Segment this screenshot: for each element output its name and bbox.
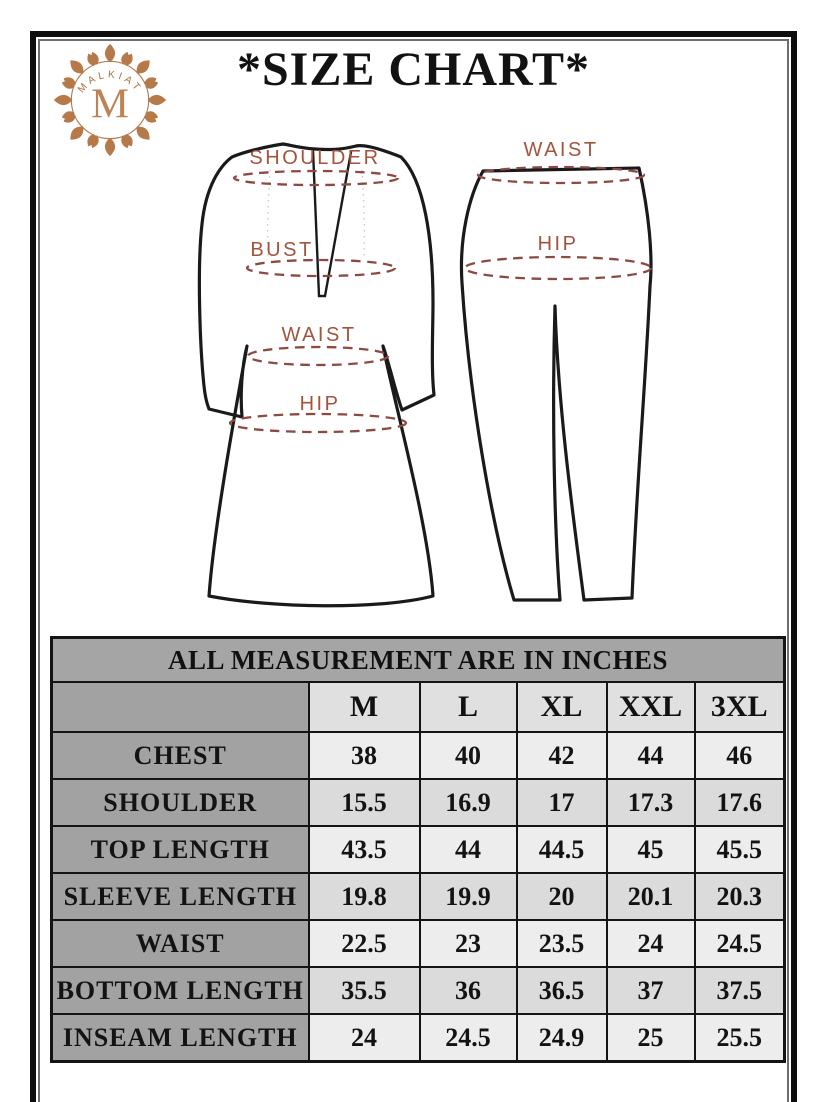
value-cell: 22.5 xyxy=(309,920,420,967)
value-cell: 40 xyxy=(420,732,517,779)
value-cell: 20.1 xyxy=(607,873,695,920)
kurti-hip-label: HIP xyxy=(299,393,341,415)
value-cell: 36 xyxy=(420,967,517,1014)
table-row-bottom-length xyxy=(52,967,785,1014)
value-cell: 24.5 xyxy=(420,1014,517,1062)
row-label: TOP LENGTH xyxy=(52,826,309,873)
value-cell: 25.5 xyxy=(695,1014,785,1062)
value-cell: 15.5 xyxy=(309,779,420,826)
garment-diagram-svg xyxy=(190,138,670,634)
table-caption: ALL MEASUREMENT ARE IN INCHES xyxy=(52,638,785,683)
value-cell: 20.3 xyxy=(695,873,785,920)
value-cell: 25 xyxy=(607,1014,695,1062)
brand-name-text: MALKIAT xyxy=(76,69,145,96)
value-cell: 17.3 xyxy=(607,779,695,826)
value-cell: 16.9 xyxy=(420,779,517,826)
value-cell: 35.5 xyxy=(309,967,420,1014)
row-label: WAIST xyxy=(52,920,309,967)
value-cell: 37.5 xyxy=(695,967,785,1014)
row-label: INSEAM LENGTH xyxy=(52,1014,309,1062)
row-label: SLEEVE LENGTH xyxy=(52,873,309,920)
value-cell: 44.5 xyxy=(517,826,607,873)
value-cell: 45.5 xyxy=(695,826,785,873)
value-cell: 38 xyxy=(309,732,420,779)
pants-waist-label: WAIST xyxy=(523,139,599,161)
size-header-l: L xyxy=(420,682,517,732)
row-label: CHEST xyxy=(52,732,309,779)
table-row-shoulder xyxy=(52,779,785,826)
table-row-waist xyxy=(52,920,785,967)
kurti-bust-label: BUST xyxy=(250,239,314,261)
size-header-m: M xyxy=(309,682,420,732)
pants-hip-label: HIP xyxy=(537,233,579,255)
table-caption-row xyxy=(52,638,785,683)
page-title: *SIZE CHART* xyxy=(236,43,591,96)
size-header-xl: XL xyxy=(517,682,607,732)
kurti-shoulder-label: SHOULDER xyxy=(249,147,381,169)
value-cell: 24.9 xyxy=(517,1014,607,1062)
table-row-chest xyxy=(52,732,785,779)
value-cell: 20 xyxy=(517,873,607,920)
table-row-inseam-length xyxy=(52,1014,785,1062)
value-cell: 42 xyxy=(517,732,607,779)
row-label: BOTTOM LENGTH xyxy=(52,967,309,1014)
value-cell: 19.8 xyxy=(309,873,420,920)
kurti-waist-label: WAIST xyxy=(281,324,357,346)
value-cell: 19.9 xyxy=(420,873,517,920)
size-header-3xl: 3XL xyxy=(695,682,785,732)
value-cell: 17 xyxy=(517,779,607,826)
size-header-xxl: XXL xyxy=(607,682,695,732)
value-cell: 43.5 xyxy=(309,826,420,873)
table-row-top-length xyxy=(52,826,785,873)
value-cell: 37 xyxy=(607,967,695,1014)
value-cell: 24 xyxy=(607,920,695,967)
value-cell: 44 xyxy=(607,732,695,779)
value-cell: 44 xyxy=(420,826,517,873)
brand-monogram: M xyxy=(91,80,129,128)
row-label: SHOULDER xyxy=(52,779,309,826)
value-cell: 46 xyxy=(695,732,785,779)
value-cell: 23.5 xyxy=(517,920,607,967)
value-cell: 24.5 xyxy=(695,920,785,967)
size-header-empty-cell xyxy=(52,682,309,732)
garment-diagram xyxy=(190,138,670,634)
value-cell: 17.6 xyxy=(695,779,785,826)
value-cell: 23 xyxy=(420,920,517,967)
value-cell: 36.5 xyxy=(517,967,607,1014)
table-row-sleeve-length xyxy=(52,873,785,920)
value-cell: 45 xyxy=(607,826,695,873)
size-header-row xyxy=(52,682,785,732)
measurement-table xyxy=(50,636,786,1063)
value-cell: 24 xyxy=(309,1014,420,1062)
